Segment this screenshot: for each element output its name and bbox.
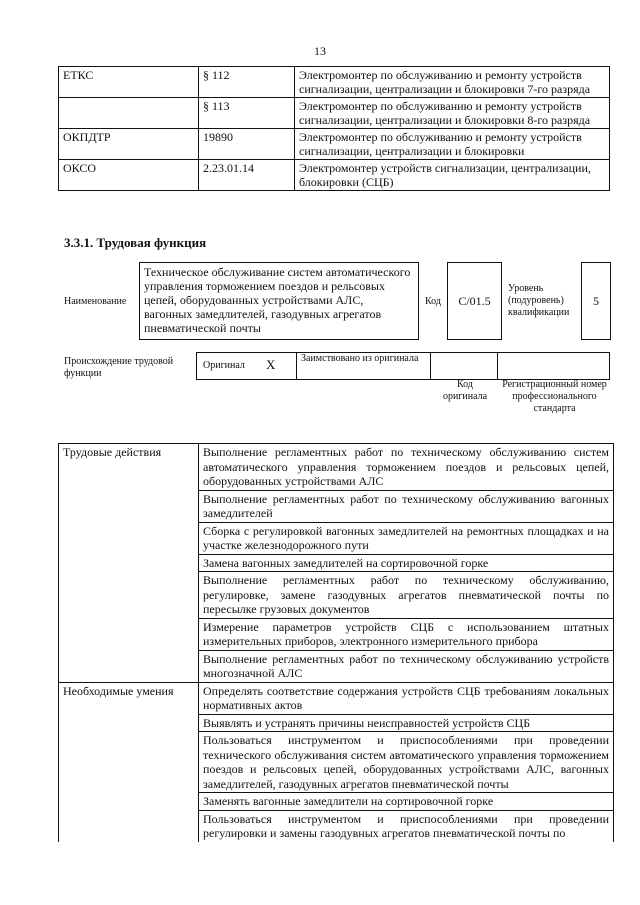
skill-item: Выявлять и устранять причины неисправностей устройств СЦБ	[199, 714, 614, 732]
borrowed-label: Заимствовано из оригинала	[301, 353, 419, 364]
code-cell: 19890	[199, 129, 295, 160]
table-row	[59, 682, 614, 714]
qualification-level-box	[581, 262, 611, 340]
skill-item: Пользоваться инструментом и приспособлениями при проведении технического обслуживания систем автоматического управления торможением поездов и рельсовых цепей, оборудованных устройствами АЛС, вагонных замедлителей, газодувных агрегатов пневматической почты	[199, 732, 614, 793]
labor-action-item: Замена вагонных замедлителей на сортировочной горке	[199, 554, 614, 572]
qualification-level: 5	[593, 293, 599, 308]
origin-divider	[196, 352, 197, 379]
code-cell: § 112	[199, 67, 295, 98]
function-code: С/01.5	[458, 293, 491, 308]
original-mark: X	[266, 357, 276, 372]
required-skills-label: Необходимые умения	[59, 682, 199, 842]
skill-item: Заменять вагонные замедлители на сортировочной горке	[199, 793, 614, 811]
labor-function-table	[58, 443, 614, 842]
code-type-cell	[59, 98, 199, 129]
labor-action-item: Измерение параметров устройств СЦБ с использованием штатных измерительных приборов, электронного измерительного прибора	[199, 618, 614, 650]
code-type-cell: ОКСО	[59, 160, 199, 191]
name-label: Наименование	[64, 296, 127, 307]
title-cell: Электромонтер по обслуживанию и ремонту устройств сигнализации, централизации и блокировки 8-го разряда	[295, 98, 610, 129]
level-label: Уровень (подуровень) квалификации	[508, 283, 570, 318]
origin-label: Происхождение трудовой функции	[64, 356, 174, 379]
classification-row	[59, 67, 610, 98]
labor-action-item: Выполнение регламентных работ по техническому обслуживанию устройств многозначной АЛС	[199, 650, 614, 682]
table-row	[59, 444, 614, 491]
page-number: 13	[314, 44, 326, 58]
classification-row	[59, 129, 610, 160]
original-label: Оригинал	[203, 360, 245, 371]
code-type-cell: ОКПДТР	[59, 129, 199, 160]
function-name-box: Техническое обслуживание систем автоматического управления торможением поездов и рельсовых цепей, оборудованных устройствами АЛС, вагонных замедлителей, газодувных агрегатов пневматической почты	[139, 262, 419, 340]
labor-action-item: Выполнение регламентных работ по техническому обслуживанию систем автоматического управления торможением поездов и рельсовых цепей, оборудованных устройствами АЛС	[199, 444, 614, 491]
skill-item: Пользоваться инструментом и приспособлениями при проведении регулировки и замены газодувных агрегатов пневматической почты по	[199, 810, 614, 842]
section-heading: 3.3.1. Трудовая функция	[64, 235, 207, 250]
title-cell: Электромонтер устройств сигнализации, централизации, блокировки (СЦБ)	[295, 160, 610, 191]
title-cell: Электромонтер по обслуживанию и ремонту устройств сигнализации, централизации и блокировки	[295, 129, 610, 160]
function-code-box	[447, 262, 502, 340]
code-type-cell: ЕТКС	[59, 67, 199, 98]
code-label: Код	[425, 296, 441, 307]
title-cell: Электромонтер по обслуживанию и ремонту устройств сигнализации, централизации и блокировки 7-го разряда	[295, 67, 610, 98]
code-cell: § 113	[199, 98, 295, 129]
origin-divider	[430, 352, 431, 379]
labor-action-item: Выполнение регламентных работ по техническому обслуживанию вагонных замедлителей	[199, 490, 614, 522]
origin-divider	[296, 352, 297, 379]
origin-divider	[609, 352, 610, 379]
classification-row	[59, 160, 610, 191]
labor-action-item: Выполнение регламентных работ по техническому обслуживанию, регулировке, замене газодувных агрегатов пневматической почты по пересылке грузовых документов	[199, 572, 614, 619]
origin-divider	[497, 352, 498, 379]
code-cell: 2.23.01.14	[199, 160, 295, 191]
classification-table	[58, 66, 610, 191]
labor-action-item: Сборка с регулировкой вагонных замедлителей на ремонтных площадках и на участке железнодорожного пути	[199, 522, 614, 554]
labor-actions-label: Трудовые действия	[59, 444, 199, 683]
reg-number-caption: Регистрационный номер профессионального стандарта	[502, 379, 607, 414]
classification-row	[59, 98, 610, 129]
skill-item: Определять соответствие содержания устройств СЦБ требованиям локальных нормативных актов	[199, 682, 614, 714]
code-original-caption: Код оригинала	[442, 379, 488, 402]
